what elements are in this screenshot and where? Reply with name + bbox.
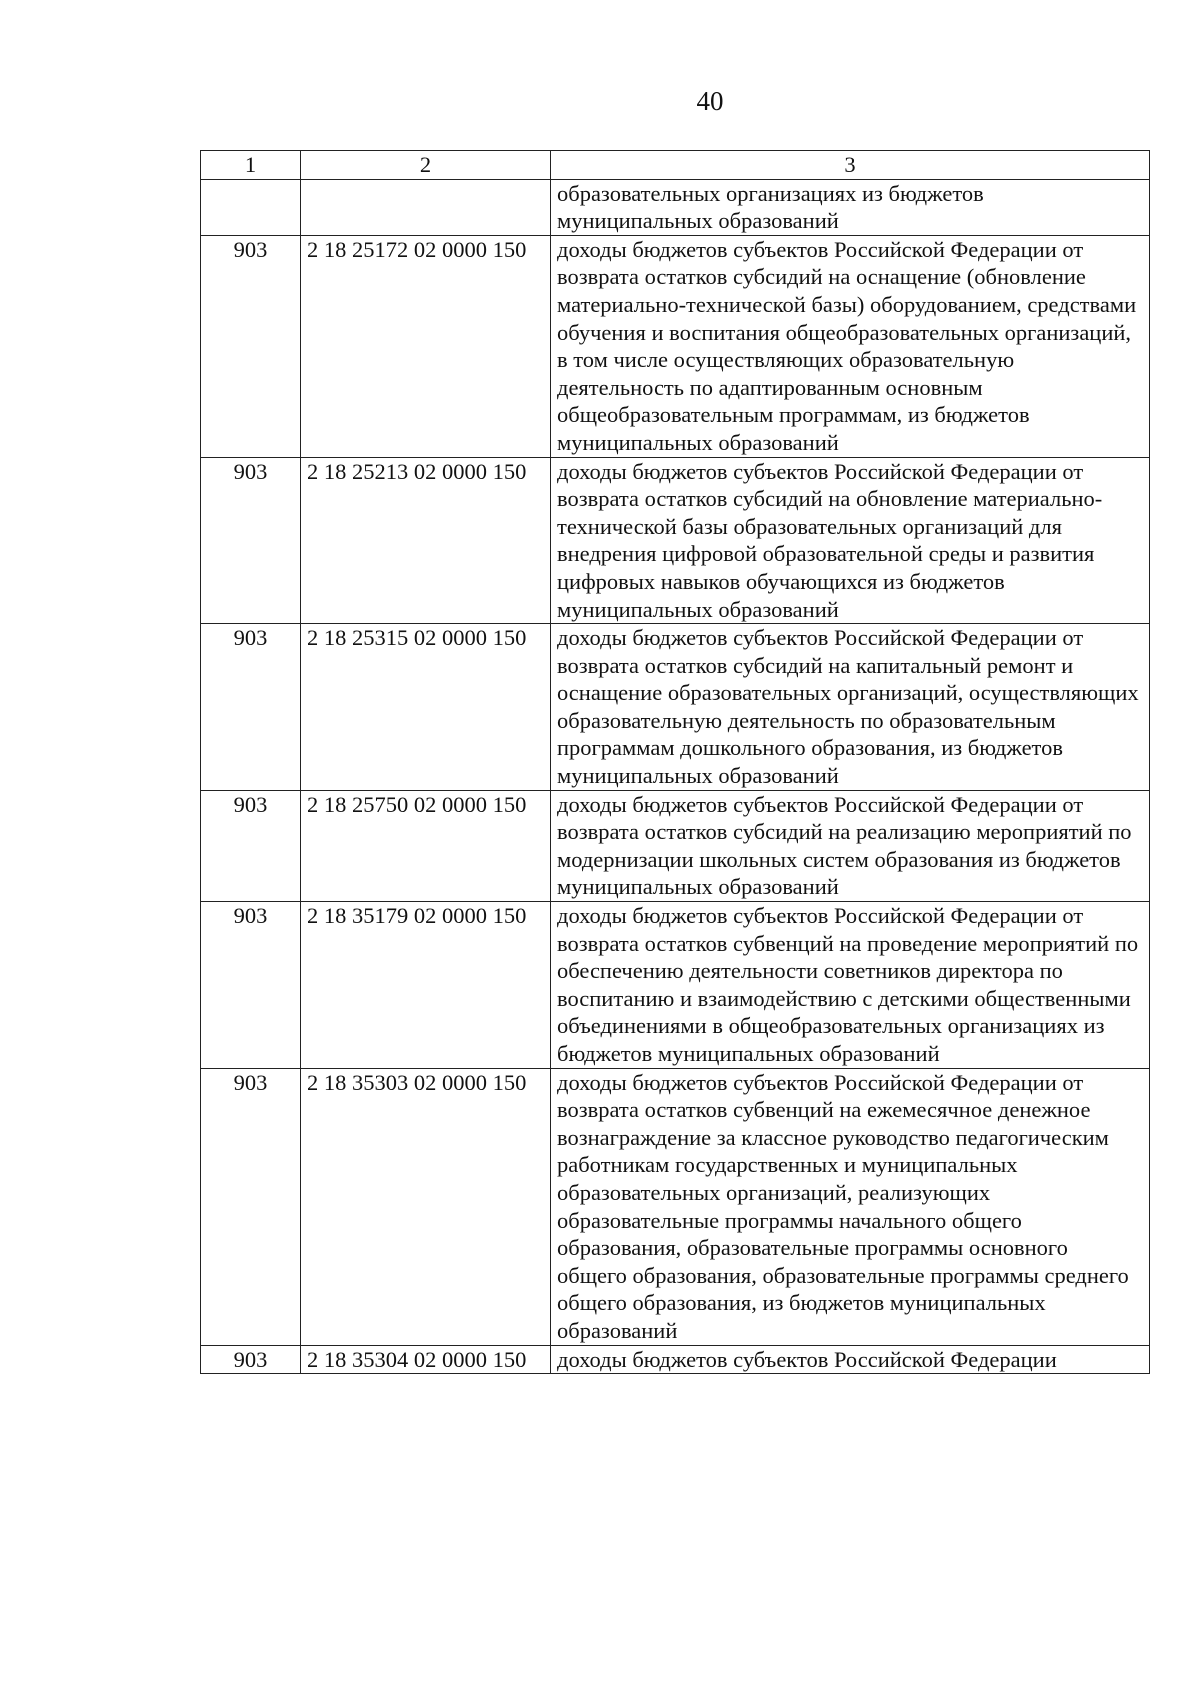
admin-code-cell: 903 xyxy=(201,1345,301,1374)
table-row xyxy=(201,179,1150,235)
description-cell: образовательных организациях из бюджетов муниципальных образований xyxy=(551,179,1150,235)
admin-code-cell xyxy=(201,179,301,235)
budget-code-cell: 2 18 35304 02 0000 150 xyxy=(301,1345,551,1374)
description-cell: доходы бюджетов субъектов Российской Федерации от возврата остатков субсидий на обновление материально-технической базы образовательных организаций для внедрения цифровой образовательной среды и развития цифровых навыков обучающихся из бюджетов муниципальных образований xyxy=(551,457,1150,624)
table-row xyxy=(201,235,1150,457)
description-cell: доходы бюджетов субъектов Российской Федерации от возврата остатков субсидий на капитальный ремонт и оснащение образовательных организаций, осуществляющих образовательную деятельность по образовательным программам дошкольного образования, из бюджетов муниципальных образований xyxy=(551,624,1150,791)
budget-code-cell: 2 18 25315 02 0000 150 xyxy=(301,624,551,791)
admin-code-cell: 903 xyxy=(201,624,301,791)
table-row xyxy=(201,790,1150,901)
table-row xyxy=(201,1068,1150,1345)
column-header-1: 1 xyxy=(201,151,301,180)
table-row xyxy=(201,1345,1150,1374)
description-cell: доходы бюджетов субъектов Российской Федерации от возврата остатков субсидий на оснащение (обновление материально-технической базы) оборудованием, средствами обучения и воспитания общеобразовательных организаций, в том числе осуществляющих образовательную деятельность по адаптированным основным общеобразовательным программам, из бюджетов муниципальных образований xyxy=(551,235,1150,457)
table-header-row xyxy=(201,151,1150,180)
description-cell: доходы бюджетов субъектов Российской Федерации от возврата остатков субвенций на проведение мероприятий по обеспечению деятельности советников директора по воспитанию и взаимодействию с детскими общественными объединениями в общеобразовательных организациях из бюджетов муниципальных образований xyxy=(551,902,1150,1069)
budget-code-cell xyxy=(301,179,551,235)
table-row xyxy=(201,624,1150,791)
admin-code-cell: 903 xyxy=(201,902,301,1069)
budget-code-cell: 2 18 35179 02 0000 150 xyxy=(301,902,551,1069)
admin-code-cell: 903 xyxy=(201,790,301,901)
admin-code-cell: 903 xyxy=(201,1068,301,1345)
description-cell: доходы бюджетов субъектов Российской Федерации от возврата остатков субсидий на реализацию мероприятий по модернизации школьных систем образования из бюджетов муниципальных образований xyxy=(551,790,1150,901)
description-cell: доходы бюджетов субъектов Российской Федерации от возврата остатков субвенций на ежемесячное денежное вознаграждение за классное руководство педагогическим работникам государственных и муниципальных образовательных организаций, реализующих образовательные программы начального общего образования, образовательные программы основного общего образования, образовательные программы среднего общего образования, из бюджетов муниципальных образований xyxy=(551,1068,1150,1345)
table-row xyxy=(201,457,1150,624)
column-header-2: 2 xyxy=(301,151,551,180)
budget-code-cell: 2 18 25213 02 0000 150 xyxy=(301,457,551,624)
column-header-3: 3 xyxy=(551,151,1150,180)
budget-code-cell: 2 18 25750 02 0000 150 xyxy=(301,790,551,901)
budget-code-cell: 2 18 25172 02 0000 150 xyxy=(301,235,551,457)
admin-code-cell: 903 xyxy=(201,457,301,624)
page-number: 40 xyxy=(696,86,724,116)
admin-code-cell: 903 xyxy=(201,235,301,457)
description-cell: доходы бюджетов субъектов Российской Федерации xyxy=(551,1345,1150,1374)
budget-code-cell: 2 18 35303 02 0000 150 xyxy=(301,1068,551,1345)
table-body xyxy=(201,151,1150,1374)
table-row xyxy=(201,902,1150,1069)
revenue-codes-table xyxy=(200,150,1150,1374)
